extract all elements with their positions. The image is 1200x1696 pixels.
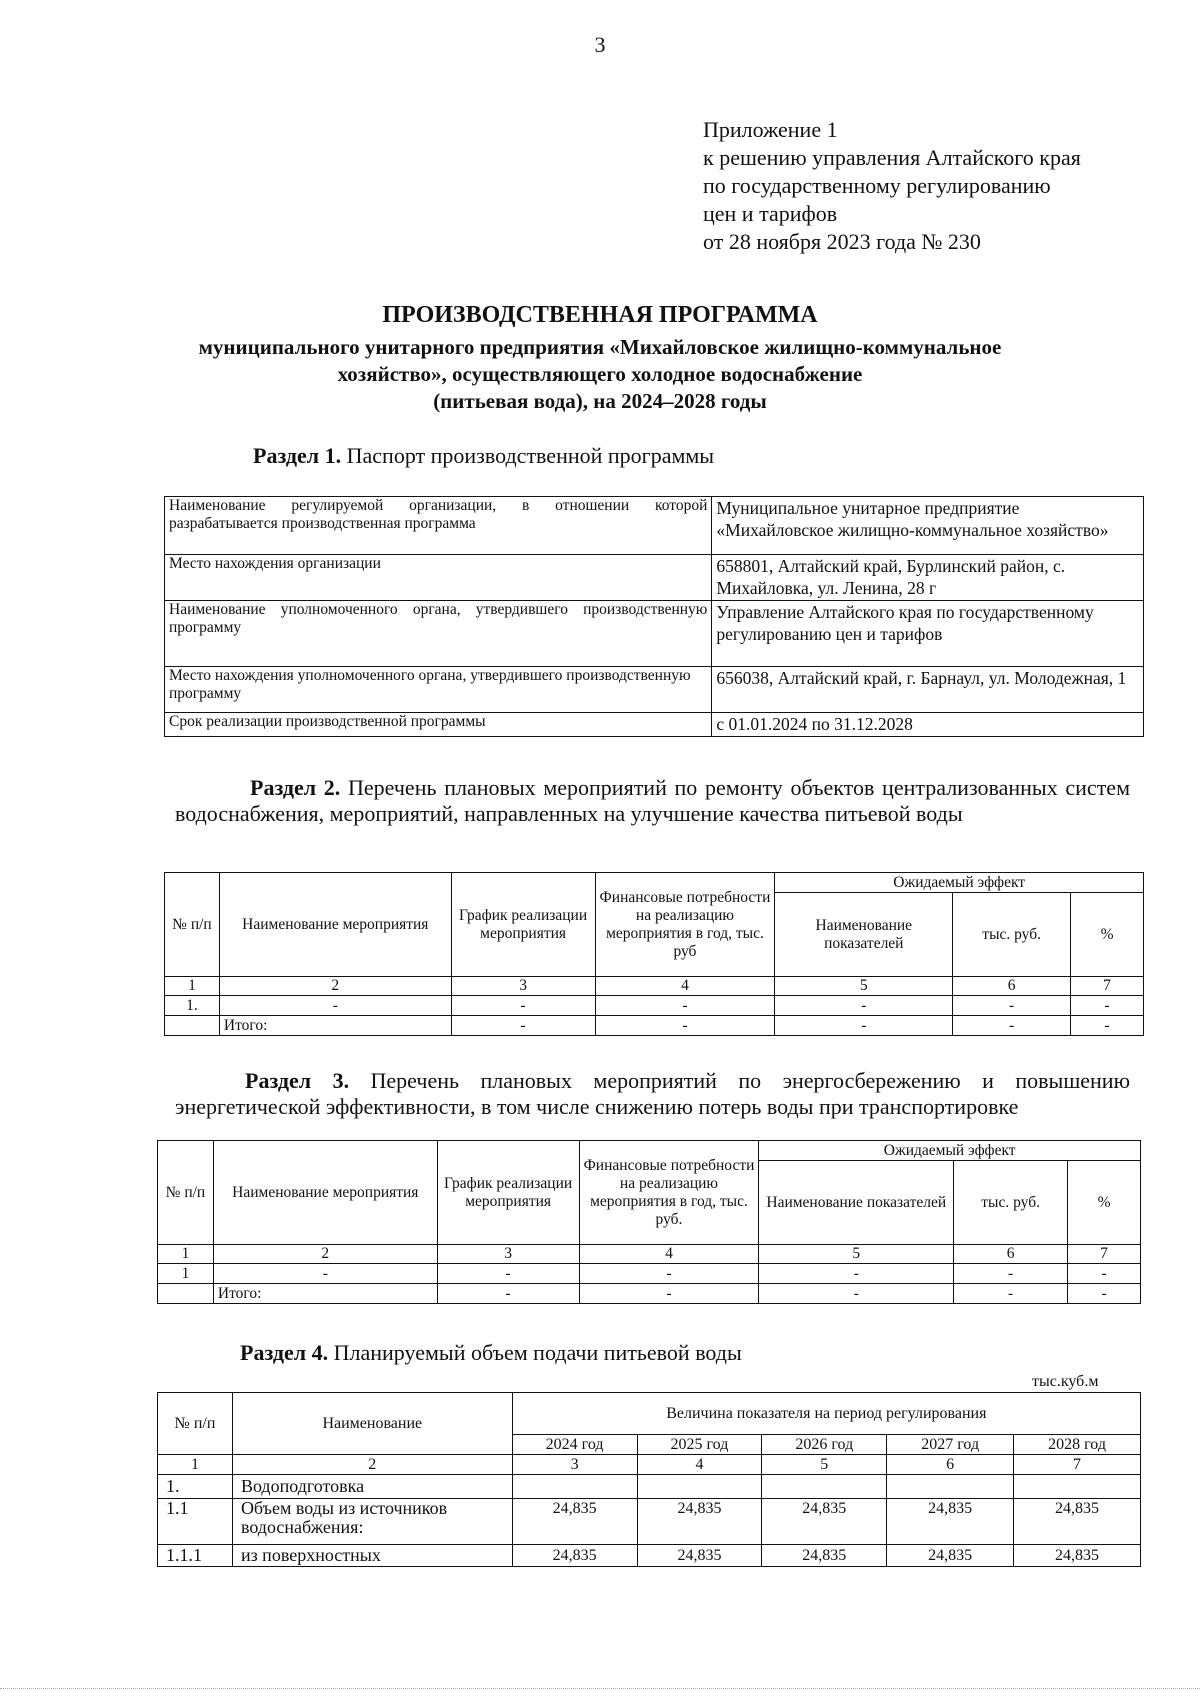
section2-title: Перечень плановых мероприятий по ремонту объектов централизованных систем водоснабжения, мероприятий, направленных на улучшение качества питьевой воды <box>175 775 1130 826</box>
col-number: 5 <box>762 1455 887 1475</box>
section4-label: Раздел 4. <box>240 1340 329 1365</box>
cell: - <box>1068 1284 1141 1304</box>
col-number: 4 <box>637 1455 762 1475</box>
col-number: 4 <box>579 1245 759 1264</box>
table-header-row <box>165 873 1144 893</box>
cell: - <box>451 996 595 1016</box>
appendix-line: от 28 ноября 2023 года № 230 <box>703 229 981 254</box>
section3-label: Раздел 3. <box>245 1068 350 1093</box>
col-number: 1 <box>165 977 220 996</box>
appendix-line: цен и тарифов <box>703 201 838 226</box>
appendix-line: по государственному регулированию <box>703 173 1051 198</box>
col-pct-header: % <box>1068 1161 1141 1245</box>
cell: 24,835 <box>512 1499 637 1545</box>
cell: 24,835 <box>1014 1545 1141 1567</box>
col-number: 2 <box>219 977 451 996</box>
passport-value: с 01.01.2024 по 31.12.2028 <box>712 713 1144 737</box>
col-number: 2 <box>213 1245 437 1264</box>
cell: - <box>759 1284 954 1304</box>
col-name-header: Наименование мероприятия <box>213 1141 437 1245</box>
col-finance-header: Финансовые потребности на реализацию мероприятия в год, тыс. руб <box>595 873 775 977</box>
page-number: 3 <box>594 32 606 57</box>
col-number: 5 <box>759 1245 954 1264</box>
col-period-header: Величина показателя на период регулирования <box>512 1393 1140 1435</box>
cell: - <box>954 1264 1068 1284</box>
cell <box>158 1284 214 1304</box>
cell: 24,835 <box>637 1499 762 1545</box>
subtitle-line: хозяйство», осуществляющего холодное водоснабжение <box>337 362 863 386</box>
cell: - <box>219 996 451 1016</box>
row-name: Объем воды из источников водоснабжения: <box>232 1499 512 1545</box>
table-row <box>158 1499 1141 1545</box>
table-row <box>158 1545 1141 1567</box>
col-indicators-header: Наименование показателей <box>759 1161 954 1245</box>
table-header-row <box>158 1141 1141 1161</box>
table-row <box>165 497 1144 555</box>
passport-name: Срок реализации производственной программы <box>165 713 712 737</box>
cell <box>762 1475 887 1499</box>
col-num-header: № п/п <box>165 873 220 977</box>
cell <box>887 1475 1014 1499</box>
cell: 1. <box>165 996 220 1016</box>
cell: - <box>759 1264 954 1284</box>
cell: - <box>775 996 953 1016</box>
subtitle-line: (питьевая вода), на 2024–2028 годы <box>433 389 767 413</box>
col-rub-header: тыс. руб. <box>953 893 1071 977</box>
passport-name: Наименование регулируемой организации, в отношении которой разрабатывается производственная программа <box>165 497 712 555</box>
water-volume-table <box>157 1392 1141 1567</box>
passport-table <box>164 496 1144 737</box>
cell: - <box>213 1264 437 1284</box>
appendix-line: к решению управления Алтайского края <box>703 145 1081 170</box>
cell: - <box>953 996 1071 1016</box>
col-number: 2 <box>232 1455 512 1475</box>
col-num-header: № п/п <box>158 1393 233 1455</box>
repair-measures-table <box>164 872 1144 1036</box>
cell: - <box>1068 1264 1141 1284</box>
cell: 24,835 <box>1014 1499 1141 1545</box>
cell: - <box>437 1264 579 1284</box>
section1-heading <box>253 443 714 469</box>
section4-heading <box>240 1340 742 1366</box>
section3-heading <box>175 1068 1130 1120</box>
cell: 24,835 <box>762 1545 887 1567</box>
col-schedule-header: График реализации мероприятия <box>451 873 595 977</box>
table-row <box>165 996 1144 1016</box>
passport-value: Муниципальное унитарное предприятие «Михайловское жилищно-коммунальное хозяйство» <box>712 497 1144 555</box>
table-row <box>165 601 1144 667</box>
cell: 24,835 <box>762 1499 887 1545</box>
passport-name: Наименование уполномоченного органа, утвердившего производственную программу <box>165 601 712 667</box>
passport-value: 658801, Алтайский край, Бурлинский район, с. Михайловка, ул. Ленина, 28 г <box>712 555 1144 601</box>
cell: - <box>1071 996 1144 1016</box>
table-row <box>165 1016 1144 1036</box>
col-indicators-header: Наименование показателей <box>775 893 953 977</box>
passport-name: Место нахождения уполномоченного органа, утвердившего производственную программу <box>165 667 712 713</box>
col-number: 7 <box>1071 977 1144 996</box>
row-name: Водоподготовка <box>232 1475 512 1499</box>
cell: 1 <box>158 1264 214 1284</box>
col-number: 3 <box>512 1455 637 1475</box>
cell: - <box>595 996 775 1016</box>
col-number: 6 <box>953 977 1071 996</box>
col-num-header: № п/п <box>158 1141 214 1245</box>
section3-title: Перечень плановых мероприятий по энергосбережению и повышению энергетической эффективности, в том числе снижению потерь воды при транспортировке <box>175 1068 1131 1119</box>
total-label: Итого: <box>219 1016 451 1036</box>
col-rub-header: тыс. руб. <box>954 1161 1068 1245</box>
col-year-header: 2028 год <box>1014 1435 1141 1455</box>
section4-title: Планируемый объем подачи питьевой воды <box>333 1340 742 1365</box>
cell: - <box>953 1016 1071 1036</box>
col-finance-header: Финансовые потребности на реализацию мероприятия в год, тыс. руб. <box>579 1141 759 1245</box>
row-name: из поверхностных <box>232 1545 512 1567</box>
cell: 24,835 <box>512 1545 637 1567</box>
cell: - <box>579 1264 759 1284</box>
table-row <box>165 977 1144 996</box>
document-subtitle <box>100 334 1100 415</box>
scan-edge-divider <box>0 1688 1200 1690</box>
table-row <box>158 1245 1141 1264</box>
cell <box>1014 1475 1141 1499</box>
cell <box>165 1016 220 1036</box>
row-num: 1.1 <box>158 1499 233 1545</box>
cell <box>512 1475 637 1499</box>
col-number: 3 <box>451 977 595 996</box>
table-row <box>158 1264 1141 1284</box>
table-row <box>158 1455 1141 1475</box>
section1-label: Раздел 1. <box>253 443 342 468</box>
table-row <box>165 667 1144 713</box>
col-name-header: Наименование <box>232 1393 512 1455</box>
cell: - <box>451 1016 595 1036</box>
appendix-block <box>703 116 1173 256</box>
col-number: 7 <box>1068 1245 1141 1264</box>
passport-value: Управление Алтайского края по государственному регулированию цен и тарифов <box>712 601 1144 667</box>
col-year-header: 2025 год <box>637 1435 762 1455</box>
col-number: 6 <box>954 1245 1068 1264</box>
col-effect-header: Ожидаемый эффект <box>759 1141 1141 1161</box>
col-number: 1 <box>158 1455 233 1475</box>
col-number: 4 <box>595 977 775 996</box>
cell: 24,835 <box>887 1545 1014 1567</box>
section2-label: Раздел 2. <box>250 775 341 800</box>
cell: 24,835 <box>637 1545 762 1567</box>
total-label: Итого: <box>213 1284 437 1304</box>
cell <box>637 1475 762 1499</box>
table-row <box>158 1475 1141 1499</box>
section1-title: Паспорт производственной программы <box>346 443 715 468</box>
subtitle-line: муниципального унитарного предприятия «Михайловское жилищно-коммунальное <box>198 335 1002 359</box>
passport-name: Место нахождения организации <box>165 555 712 601</box>
cell: - <box>954 1284 1068 1304</box>
col-effect-header: Ожидаемый эффект <box>775 873 1144 893</box>
table-row <box>165 713 1144 737</box>
col-number: 3 <box>437 1245 579 1264</box>
cell: 24,835 <box>887 1499 1014 1545</box>
unit-label: тыс.куб.м <box>1032 1373 1099 1390</box>
col-number: 6 <box>887 1455 1014 1475</box>
appendix-line: Приложение 1 <box>703 117 838 142</box>
table-header-row <box>158 1393 1141 1435</box>
col-year-header: 2026 год <box>762 1435 887 1455</box>
document-title: ПРОИЗВОДСТВЕННАЯ ПРОГРАММА <box>382 302 818 328</box>
cell: - <box>1071 1016 1144 1036</box>
row-num: 1. <box>158 1475 233 1499</box>
col-schedule-header: График реализации мероприятия <box>437 1141 579 1245</box>
cell: - <box>579 1284 759 1304</box>
energy-measures-table <box>157 1140 1141 1304</box>
cell: - <box>775 1016 953 1036</box>
col-pct-header: % <box>1071 893 1144 977</box>
table-row <box>165 555 1144 601</box>
col-name-header: Наименование мероприятия <box>219 873 451 977</box>
cell: - <box>595 1016 775 1036</box>
col-number: 1 <box>158 1245 214 1264</box>
section2-heading <box>175 775 1130 827</box>
col-year-header: 2027 год <box>887 1435 1014 1455</box>
table-row <box>158 1284 1141 1304</box>
col-year-header: 2024 год <box>512 1435 637 1455</box>
col-number: 7 <box>1014 1455 1141 1475</box>
row-num: 1.1.1 <box>158 1545 233 1567</box>
col-number: 5 <box>775 977 953 996</box>
passport-value: 656038, Алтайский край, г. Барнаул, ул. Молодежная, 1 <box>712 667 1144 713</box>
cell: - <box>437 1284 579 1304</box>
